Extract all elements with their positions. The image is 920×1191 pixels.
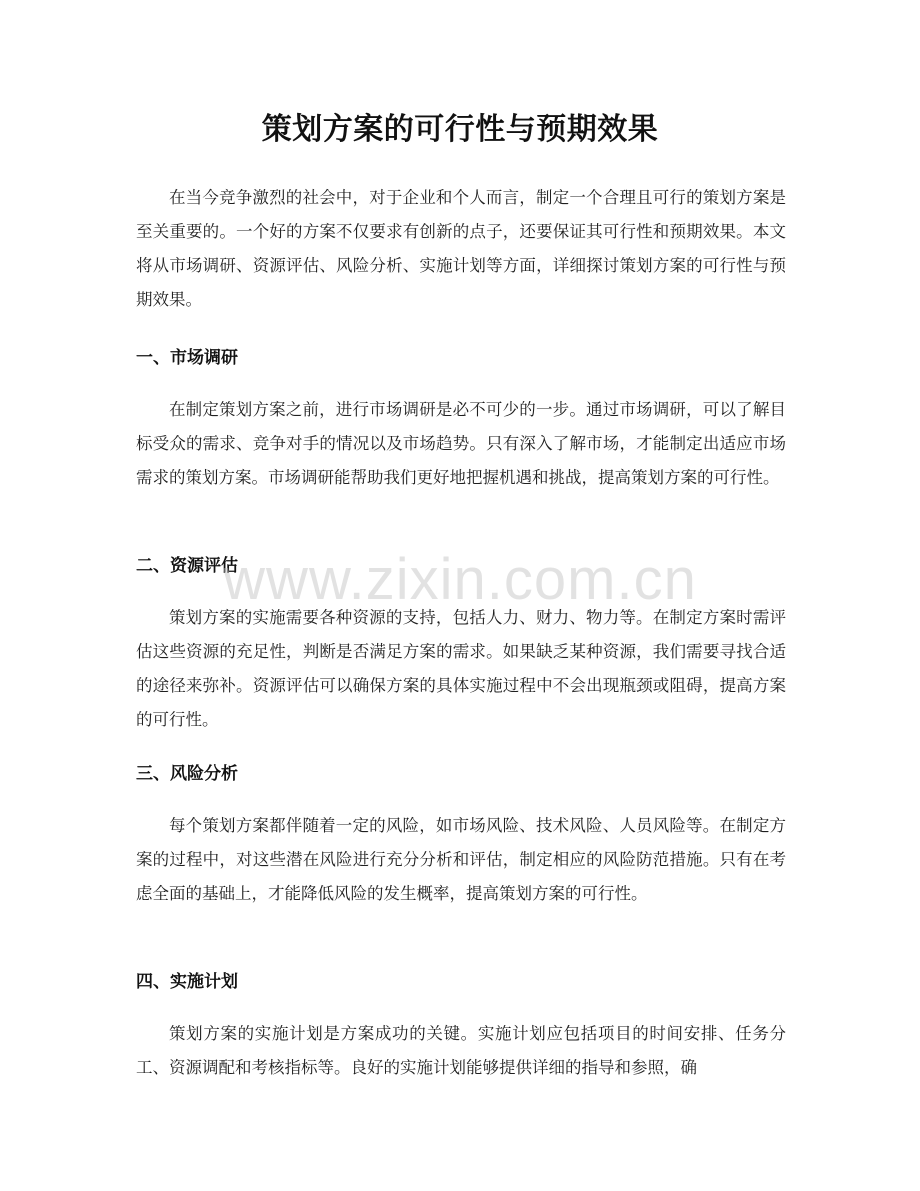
section-body-resource-assessment: 策划方案的实施需要各种资源的支持，包括人力、财力、物力等。在制定方案时需评估这些资源的充足性，判断是否满足方案的需求。如果缺乏某种资源，我们需要寻找合适的途径来弥补。资源评估可以确保方案的具体实施过程中不会出现瓶颈或阻碍，提高方案的可行性。 (136, 608, 786, 729)
section-body-implementation-plan: 策划方案的实施计划是方案成功的关键。实施计划应包括项目的时间安排、任务分工、资源调配和考核指标等。良好的实施计划能够提供详细的指导和参照，确 (136, 1024, 786, 1077)
page-title: 策划方案的可行性与预期效果 (261, 112, 659, 147)
section-body-market-research: 在制定策划方案之前，进行市场调研是必不可少的一步。通过市场调研，可以了解目标受众的需求、竞争对手的情况以及市场趋势。只有深入了解市场，才能制定出适应市场需求的策划方案。市场调研能帮助我们更好地把握机遇和挑战，提高策划方案的可行性。 (136, 400, 786, 487)
intro-paragraph: 在当今竞争激烈的社会中，对于企业和个人而言，制定一个合理且可行的策划方案是至关重要的。一个好的方案不仅要求有创新的点子，还要保证其可行性和预期效果。本文将从市场调研、资源评估、风险分析、实施计划等方面，详细探讨策划方案的可行性与预期效果。 (136, 188, 786, 309)
section-heading-resource-assessment: 二、资源评估 (136, 556, 238, 576)
section-heading-risk-analysis: 三、风险分析 (136, 764, 238, 784)
section-heading-implementation-plan: 四、实施计划 (136, 972, 238, 992)
watermark: www.zixin.com.cn (223, 547, 697, 612)
section-body-risk-analysis: 每个策划方案都伴随着一定的风险，如市场风险、技术风险、人员风险等。在制定方案的过程中，对这些潜在风险进行充分分析和评估，制定相应的风险防范措施。只有在考虑全面的基础上，才能降低风险的发生概率，提高策划方案的可行性。 (136, 816, 786, 903)
section-heading-market-research: 一、市场调研 (136, 348, 238, 368)
